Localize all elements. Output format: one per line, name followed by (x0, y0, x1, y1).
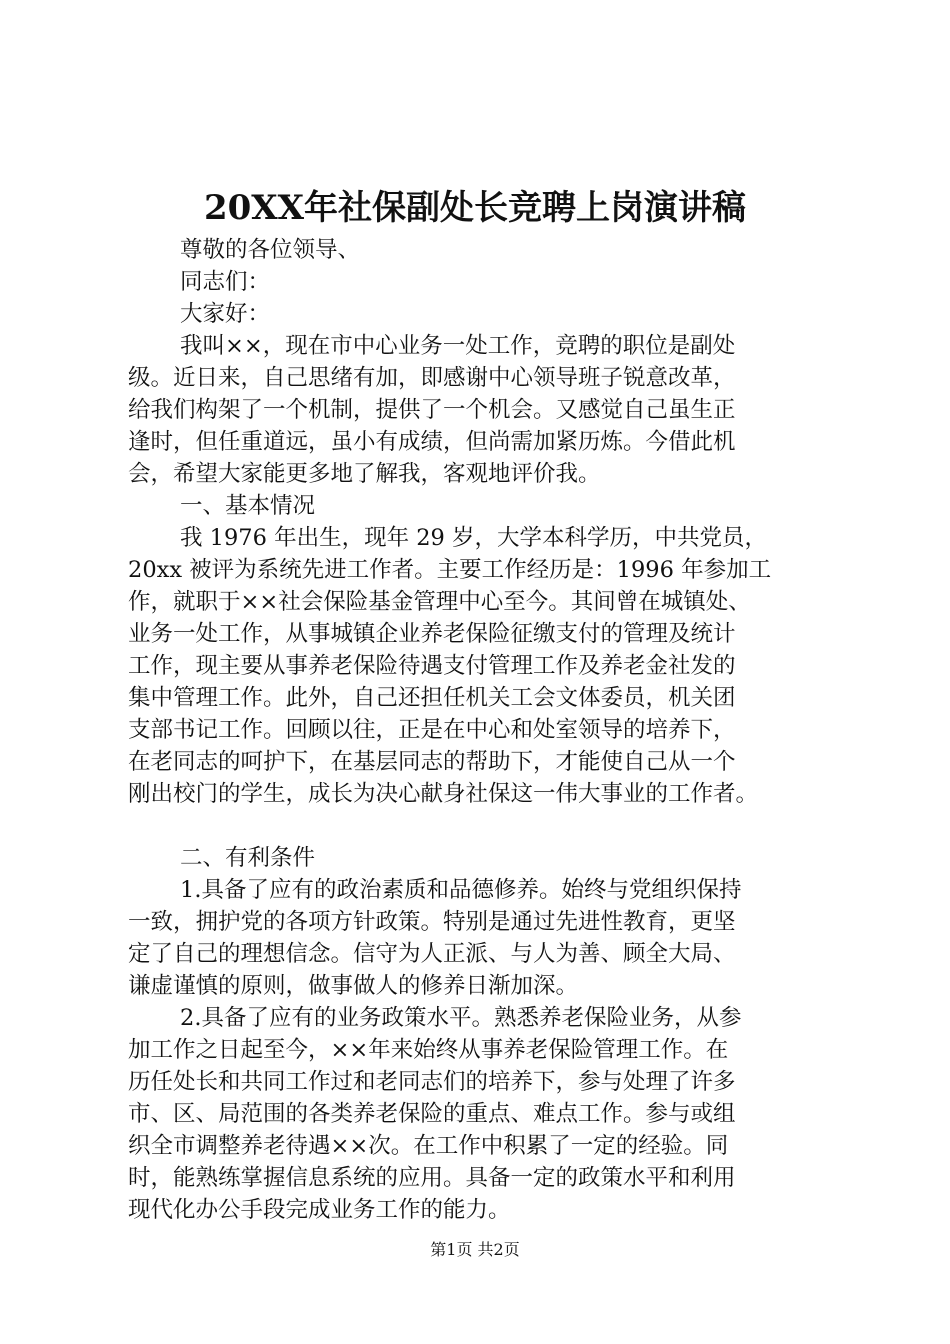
section-heading: 二、有利条件 (180, 845, 316, 871)
paragraph-line: 我 1976 年出生，现年 29 岁，大学本科学历，中共党员， (180, 525, 768, 551)
paragraph-line: 20xx 被评为系统先进工作者。主要工作经历是：1996 年参加工 (128, 557, 772, 583)
paragraph-line: 支部书记工作。回顾以往，正是在中心和处室领导的培养下， (128, 717, 736, 743)
paragraph-line: 会，希望大家能更多地了解我，客观地评价我。 (128, 461, 601, 487)
paragraph-line: 在老同志的呵护下，在基层同志的帮助下，才能使自己从一个 (128, 749, 736, 775)
paragraph-line: 市、区、局范围的各类养老保险的重点、难点工作。参与或组 (128, 1101, 736, 1127)
greeting-line: 大家好： (180, 301, 271, 327)
page-footer: 第1页 共2页 (430, 1240, 520, 1259)
paragraph-line: 现代化办公手段完成业务工作的能力。 (128, 1197, 511, 1223)
paragraph-line: 1.具备了应有的政治素质和品德修养。始终与党组织保持 (180, 877, 742, 903)
paragraph-line: 工作，现主要从事养老保险待遇支付管理工作及养老金社发的 (128, 653, 736, 679)
paragraph-line: 给我们构架了一个机制，提供了一个机会。又感觉自己虽生正 (128, 397, 736, 423)
document-title: 20XX年社保副处长竞聘上岗演讲稿 (203, 188, 747, 228)
paragraph-line: 谦虚谨慎的原则，做事做人的修养日渐加深。 (128, 973, 579, 999)
paragraph-line: 业务一处工作，从事城镇企业养老保险征缴支付的管理及统计 (128, 621, 736, 647)
paragraph-line: 加工作之日起至今，××年来始终从事养老保险管理工作。在 (128, 1037, 729, 1063)
paragraph-line: 级。近日来，自己思绪有加，即感谢中心领导班子锐意改革， (128, 365, 736, 391)
document-body (128, 234, 840, 1226)
paragraph-line: 织全市调整养老待遇××次。在工作中积累了一定的经验。同 (128, 1133, 729, 1159)
paragraph-line: 历任处长和共同工作过和老同志们的培养下，参与处理了许多 (128, 1069, 736, 1095)
salutation-line: 尊敬的各位领导、 (180, 237, 361, 263)
section-heading: 一、基本情况 (180, 493, 316, 519)
paragraph-line: 2.具备了应有的业务政策水平。熟悉养老保险业务，从参 (180, 1005, 742, 1031)
salutation-line: 同志们： (180, 269, 271, 295)
paragraph-line: 我叫××，现在市中心业务一处工作，竞聘的职位是副处 (180, 333, 736, 359)
paragraph-line: 定了自己的理想信念。信守为人正派、与人为善、顾全大局、 (128, 941, 736, 967)
paragraph-line: 时，能熟练掌握信息系统的应用。具备一定的政策水平和利用 (128, 1165, 736, 1191)
paragraph-line: 逢时，但任重道远，虽小有成绩，但尚需加紧历炼。今借此机 (128, 429, 736, 455)
paragraph-line: 刚出校门的学生，成长为决心献身社保这一伟大事业的工作者。 (128, 781, 759, 807)
paragraph-line: 一致，拥护党的各项方针政策。特别是通过先进性教育，更坚 (128, 909, 736, 935)
blank-line (128, 810, 840, 842)
paragraph-line: 作，就职于××社会保险基金管理中心至今。其间曾在城镇处、 (128, 589, 751, 615)
paragraph-line: 集中管理工作。此外，自己还担任机关工会文体委员，机关团 (128, 685, 736, 711)
